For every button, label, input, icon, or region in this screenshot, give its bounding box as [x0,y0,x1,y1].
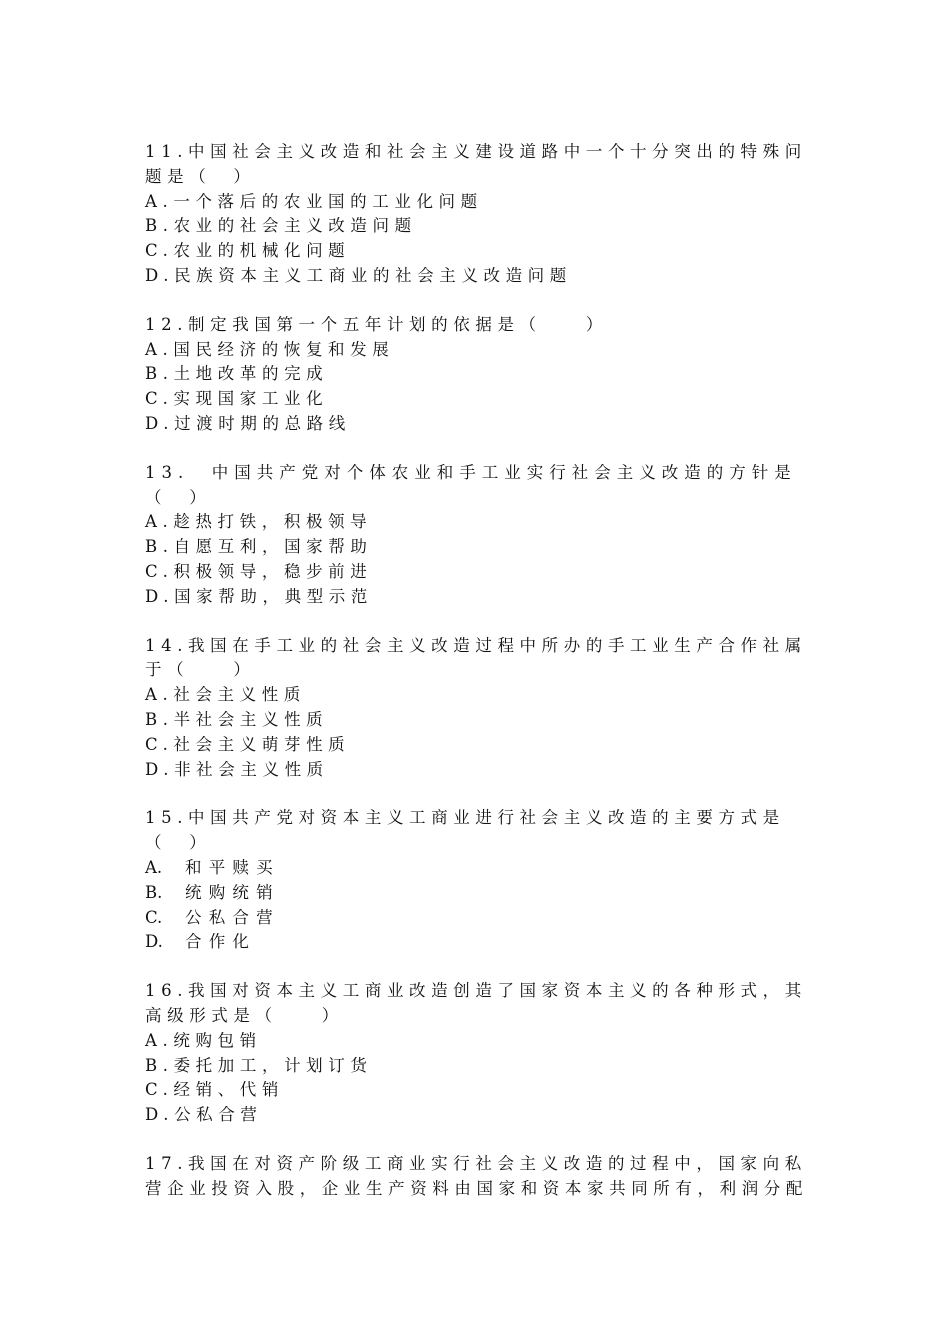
option-c: C.经销、代销 [145,1080,284,1100]
option-c: C.实现国家工业化 [145,389,329,409]
option-d: D.民族资本主义工商业的社会主义改造问题 [145,265,572,285]
option-text: 合作化 [185,932,257,952]
question-stem: 13. 中国共产党对个体农业和手工业实行社会主义改造的方针是 [145,462,797,482]
option-a: A.一个落后的农业国的工业化问题 [145,191,483,211]
option-b: B.委托加工，计划订货 [145,1055,373,1075]
question-stem: 16.我国对资本主义工商业改造创造了国家资本主义的各种形式，其 [145,981,807,1001]
option-c: C.积极领导，稳步前进 [145,561,373,581]
option-text: 和平赎买 [185,857,280,877]
question-17 [145,1152,808,1202]
question-stem: 于（ ） [145,660,256,680]
option-b [145,881,805,906]
option-label: D. [145,932,163,952]
option-d: D.非社会主义性质 [145,759,329,779]
document-page [145,140,808,1225]
question-12 [145,313,805,437]
question-stem: 17.我国在对资产阶级工商业实行社会主义改造的过程中，国家向私 [145,1153,807,1173]
option-label: B. [145,882,163,902]
option-d: D.公私合营 [145,1105,263,1125]
question-15 [145,806,805,955]
question-stem: 11.中国社会主义改造和社会主义建设道路中一个十分突出的特殊问 [145,142,807,161]
question-stem: 题是（ ） [145,166,256,186]
option-d: D.国家帮助，典型示范 [145,586,373,606]
question-16 [145,979,805,1128]
option-text: 统购统销 [185,882,280,902]
question-stem: 15.中国共产党对资本主义工商业进行社会主义改造的主要方式是 [145,808,785,828]
option-b: B.农业的社会主义改造问题 [145,216,417,236]
question-11 [145,140,805,289]
question-13 [145,461,805,610]
question-stem: 12.制定我国第一个五年计划的依据是（ ） [145,314,608,334]
question-stem: 14.我国在手工业的社会主义改造过程中所办的手工业生产合作社属 [145,635,807,655]
option-c [145,906,805,931]
option-d [145,930,805,955]
question-stem: 高级形式是（ ） [145,1005,344,1025]
option-a [145,856,805,881]
option-b: B.自愿互利，国家帮助 [145,537,373,557]
option-text: 公私合营 [185,907,280,927]
option-a: A.统购包销 [145,1030,262,1050]
question-stem: （ ） [145,833,212,853]
option-a: A.社会主义性质 [145,685,306,705]
option-c: C.农业的机械化问题 [145,241,351,261]
option-label: A. [145,857,163,877]
question-stem: （ ） [145,487,212,507]
option-a: A.国民经济的恢复和发展 [145,339,395,359]
option-c: C.社会主义萌芽性质 [145,734,351,754]
question-stem: 营企业投资入股，企业生产资料由国家和资本家共同所有，利润分配 [145,1178,808,1198]
option-label: C. [145,907,163,927]
option-a: A.趁热打铁，积极领导 [145,512,373,532]
option-b: B.土地改革的完成 [145,364,329,384]
question-14 [145,634,805,783]
option-b: B.半社会主义性质 [145,709,329,729]
option-d: D.过渡时期的总路线 [145,413,351,433]
